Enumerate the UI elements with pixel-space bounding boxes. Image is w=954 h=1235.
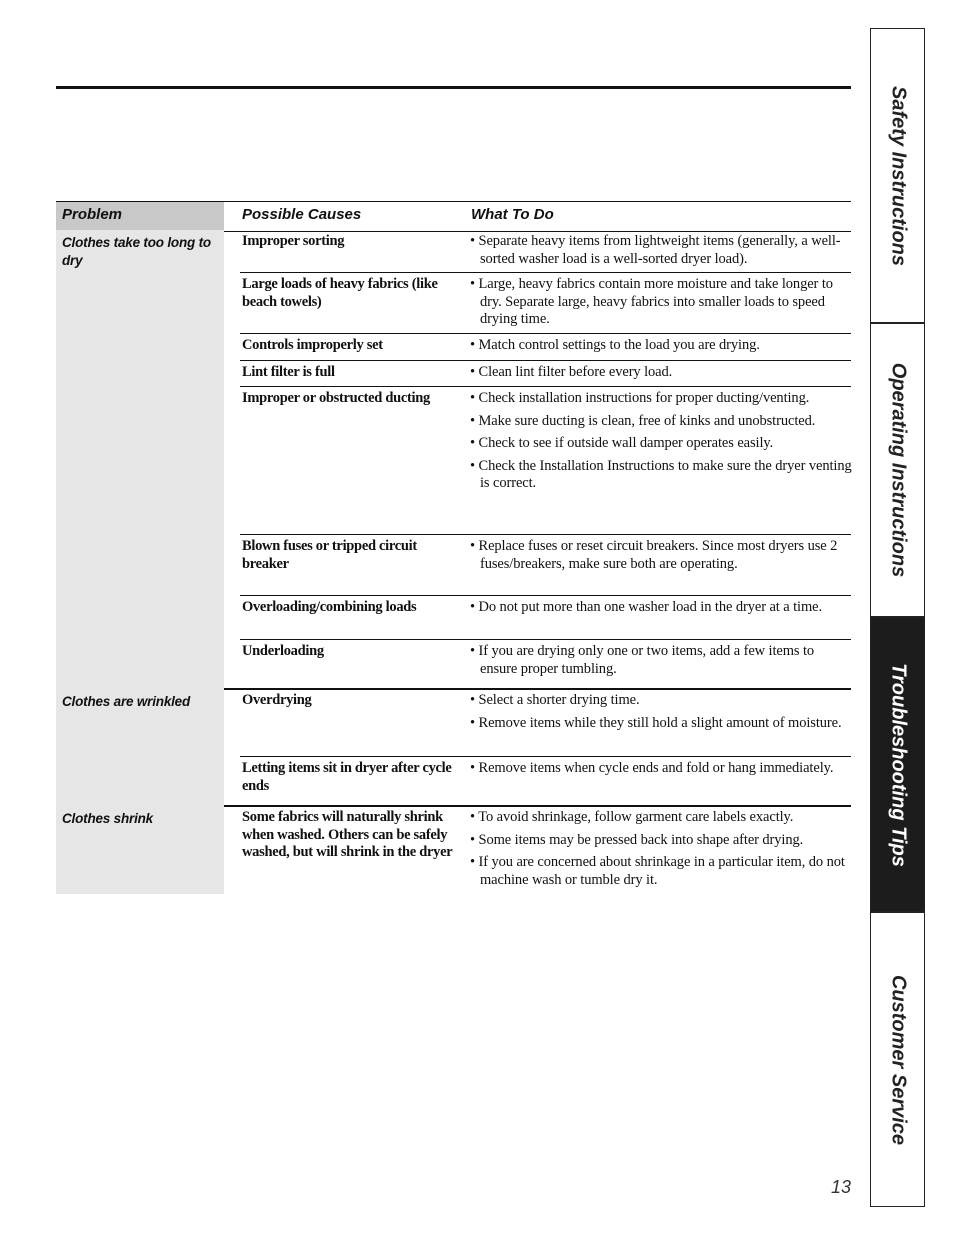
table-row (240, 230, 851, 273)
problem-group-wrinkled (56, 688, 851, 805)
tab-label: Customer Service (887, 974, 909, 1145)
todo-item: • Check to see if outside wall damper operates easily. (470, 435, 774, 451)
problem-label: Clothes shrink (62, 811, 153, 826)
what-to-do (470, 760, 852, 783)
tab-label: Safety Instructions (887, 85, 909, 266)
todo-item: • Clean lint filter before every load. (470, 364, 673, 380)
todo-item: • Check the Installation Instructions to make sure the dryer venting is correct. (470, 457, 852, 491)
page-number: 13 (830, 1177, 851, 1197)
todo-item: • Do not put more than one washer load in the dryer at a time. (470, 599, 823, 615)
problem-group-too-long-to-dry (56, 230, 851, 688)
todo-item: • Match control settings to the load you are drying. (470, 337, 760, 353)
what-to-do (470, 809, 852, 894)
todo-item: • Large, heavy fabrics contain more moisture and take longer to dry. Separate large, heavy fabrics into smaller loads to speed drying time. (470, 276, 833, 327)
todo-item: • Make sure ducting is clean, free of kinks and unobstructed. (470, 412, 816, 429)
header-what-to-do: What To Do (471, 206, 554, 223)
possible-cause: Controls improperly set (242, 337, 383, 353)
tab-operating-instructions[interactable] (870, 323, 925, 617)
table-row (240, 757, 851, 805)
todo-item: • Remove items while they still hold a slight amount of moisture. (470, 714, 842, 731)
table-row (240, 387, 851, 535)
what-to-do (470, 538, 852, 578)
possible-cause: Blown fuses or tripped circuit breaker (242, 538, 417, 572)
todo-item: • Check installation instructions for proper ducting/venting. (470, 390, 810, 406)
todo-item: • To avoid shrinkage, follow garment care labels exactly. (470, 809, 794, 825)
header-problem: Problem (62, 206, 123, 223)
what-to-do (470, 599, 852, 622)
what-to-do (470, 643, 852, 683)
possible-cause: Underloading (242, 643, 324, 659)
possible-cause: Lint filter is full (242, 364, 335, 380)
tab-safety-instructions[interactable] (870, 28, 925, 323)
possible-cause: Large loads of heavy fabrics (like beach towels) (242, 276, 438, 310)
possible-cause: Overloading/combining loads (242, 599, 417, 615)
tab-label: Operating Instructions (887, 362, 909, 578)
problem-label: Clothes are wrinkled (62, 694, 191, 709)
possible-cause: Overdrying (242, 692, 312, 708)
what-to-do (470, 276, 852, 334)
what-to-do (470, 364, 852, 387)
table-row (240, 273, 851, 334)
problem-cell (56, 230, 224, 688)
todo-item: • If you are drying only one or two items, add a few items to ensure proper tumbling. (470, 643, 815, 677)
tab-customer-service[interactable] (870, 912, 925, 1207)
possible-cause: Improper sorting (242, 233, 345, 249)
table-row (240, 640, 851, 688)
what-to-do (470, 337, 852, 360)
possible-cause: Letting items sit in dryer after cycle ends (242, 760, 452, 794)
possible-cause: Some fabrics will naturally shrink when washed. Others can be safely washed, but will shrink in the dryer (242, 809, 453, 860)
todo-item: • Remove items when cycle ends and fold or hang immediately. (470, 760, 834, 776)
possible-cause: Improper or obstructed ducting (242, 390, 430, 406)
table-row (240, 806, 851, 894)
todo-item: • Select a shorter drying time. (470, 692, 640, 708)
table-row (240, 334, 851, 361)
table-header (56, 201, 851, 232)
table-row (240, 535, 851, 596)
problem-label: Clothes take too long to dry (62, 235, 211, 268)
header-possible-causes: Possible Causes (242, 206, 362, 223)
todo-item: • Separate heavy items from lightweight items (generally, a well-sorted washer load is a well-sorted dryer load). (470, 233, 841, 267)
what-to-do (470, 233, 852, 273)
todo-item: • Replace fuses or reset circuit breakers. Since most dryers use 2 fuses/breakers, make sure both are operating. (470, 538, 838, 572)
todo-item: • If you are concerned about shrinkage in a particular item, do not machine wash or tumble dry it. (470, 854, 845, 888)
tab-label: Troubleshooting Tips (887, 662, 909, 867)
problem-group-shrink (56, 805, 851, 894)
what-to-do (470, 390, 852, 498)
table-row (240, 361, 851, 387)
top-rule (56, 86, 851, 89)
table-row (240, 689, 851, 757)
what-to-do (470, 692, 852, 737)
tab-troubleshooting-tips[interactable] (870, 617, 925, 912)
table-row (240, 596, 851, 640)
todo-item: • Some items may be pressed back into shape after drying. (470, 831, 804, 848)
